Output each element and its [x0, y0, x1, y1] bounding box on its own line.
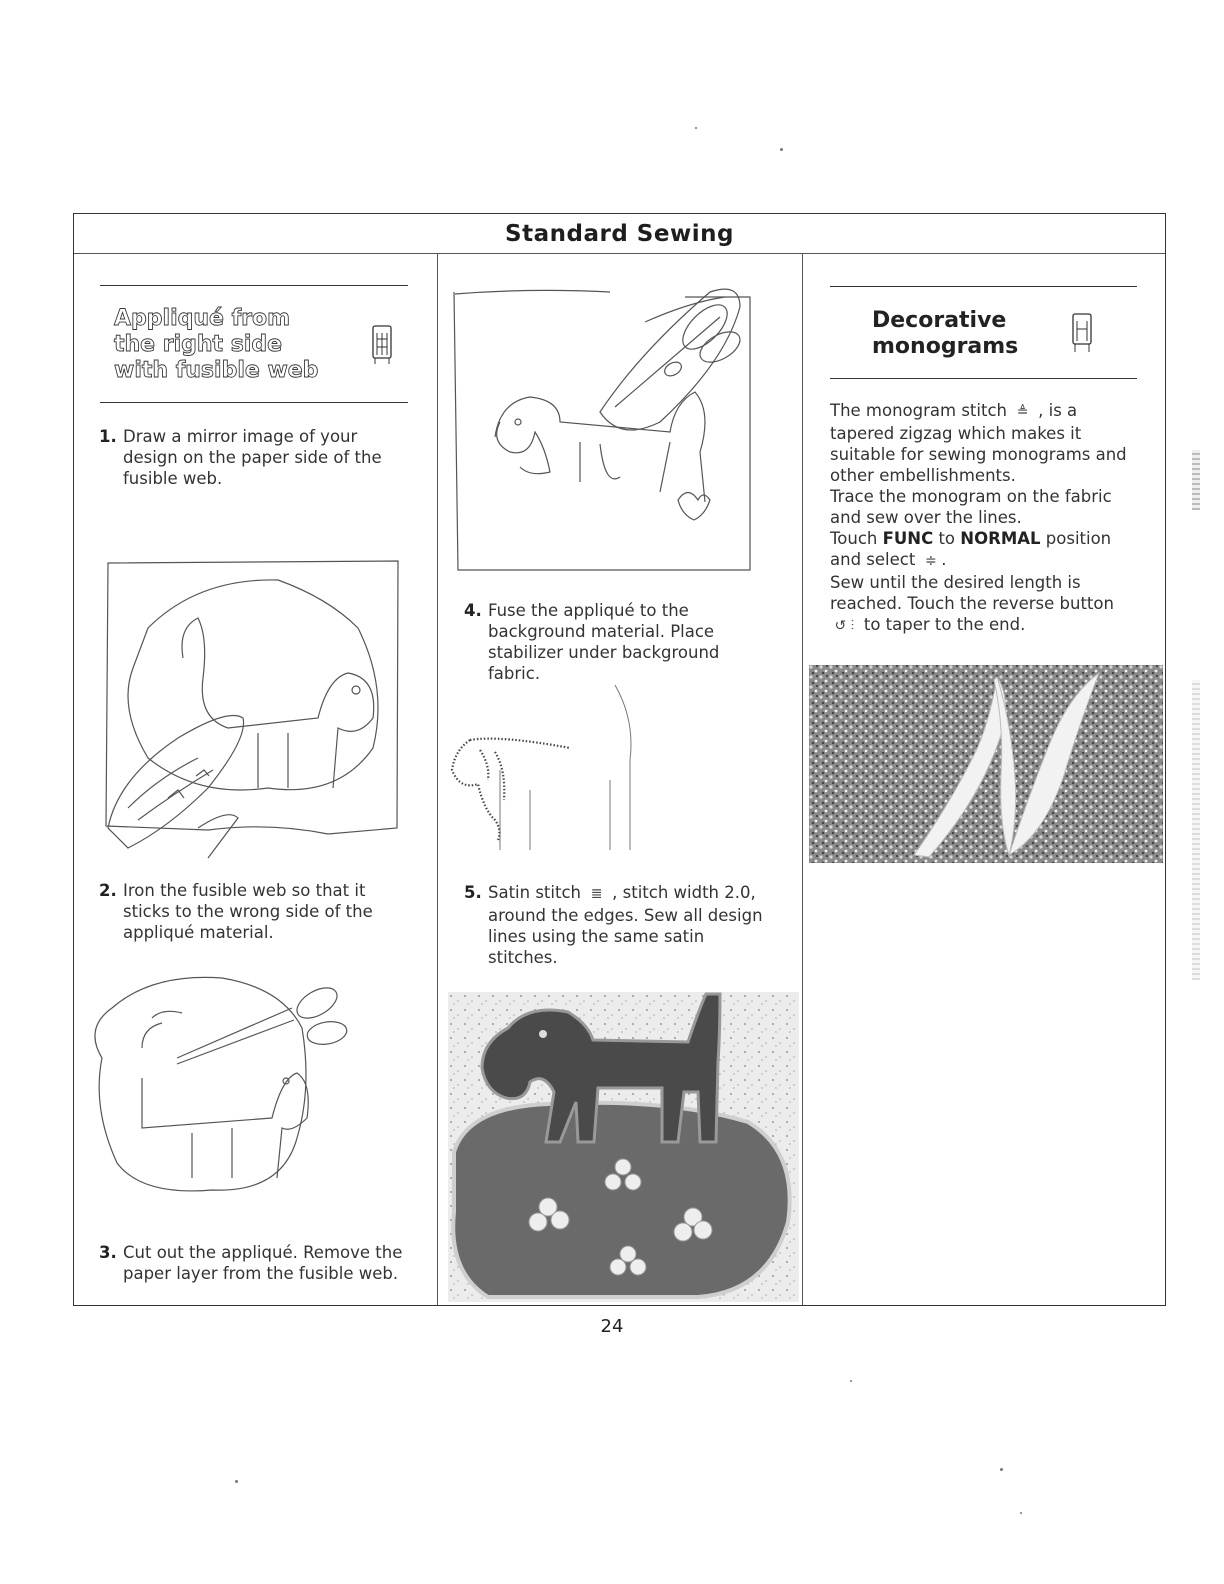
- page-title: Standard Sewing: [505, 220, 734, 247]
- monogram-description: [830, 400, 1137, 637]
- step-number: 3.: [99, 1243, 117, 1262]
- func-key-label: FUNC: [882, 529, 934, 548]
- para-text: to taper to the end.: [863, 615, 1026, 634]
- scan-speck: [235, 1480, 238, 1483]
- section-title-line: with fusible web: [114, 358, 319, 383]
- monogram-paragraph: Touch FUNC to NORMAL position and select ≑ .: [830, 528, 1137, 572]
- scan-edge-shadow: [1192, 450, 1200, 510]
- presser-foot-icon: [1071, 313, 1093, 353]
- step-number: 4.: [464, 601, 482, 620]
- scan-speck: [780, 148, 783, 151]
- scan-speck: [1000, 1468, 1003, 1471]
- scan-speck: [850, 1380, 852, 1382]
- para-text: The monogram stitch: [830, 401, 1007, 420]
- ironing-applique-illustration: [450, 272, 760, 577]
- satin-stitch-icon: ≣: [586, 886, 607, 902]
- step-number: 2.: [99, 881, 117, 900]
- finished-applique-photo: [448, 992, 799, 1302]
- section-title-line: Appliqué from: [114, 306, 291, 331]
- monogram-paragraph: Trace the monogram on the fabric and sew over the lines.: [830, 487, 1112, 527]
- monogram-stitch-icon: ≜: [1012, 404, 1033, 420]
- presser-foot-icon: [371, 325, 393, 365]
- column-divider: [437, 254, 438, 1305]
- scan-speck: [695, 127, 697, 129]
- step-text: , stitch width 2.0, around the edges. Sew all design lines using the same satin stitches.: [488, 883, 763, 967]
- section-title-line: monograms: [872, 334, 1019, 359]
- section-title-applique: [114, 306, 318, 384]
- step-number: 5.: [464, 883, 482, 902]
- scan-speck: [1020, 1512, 1022, 1514]
- fusible-web-drawing-illustration: [88, 558, 403, 863]
- para-text: to: [938, 529, 956, 548]
- section-title-line: the right side: [114, 332, 283, 357]
- section-rule: [100, 402, 408, 403]
- para-text: , is a tapered zigzag which makes it suitable for sewing monograms and other embellishments.: [830, 401, 1127, 485]
- step-3: [99, 1242, 408, 1284]
- monogram-paragraph: [830, 572, 1137, 637]
- section-rule: [100, 285, 408, 286]
- section-title-monograms: [872, 308, 1018, 360]
- reverse-button-icon: ↺ ⫶: [830, 618, 859, 634]
- satin-stitching-illustration: [440, 680, 640, 865]
- page-number: 24: [600, 1316, 624, 1337]
- normal-position-label: NORMAL: [960, 529, 1041, 548]
- monogram-n-photo: [809, 665, 1163, 863]
- step-text: Iron the fusible web so that it sticks to the wrong side of the appliqué material.: [123, 881, 373, 942]
- step-text: Satin stitch: [488, 883, 581, 902]
- step-number: 1.: [99, 427, 117, 446]
- para-text: Touch: [830, 529, 878, 548]
- step-2: [99, 880, 408, 943]
- monogram-paragraph: [830, 400, 1137, 486]
- step-5: [464, 882, 774, 968]
- monogram-stitch-icon: ≑: [920, 553, 942, 569]
- column-divider: [802, 254, 803, 1305]
- section-rule: [830, 286, 1137, 287]
- step-text: Cut out the appliqué. Remove the paper layer from the fusible web.: [123, 1243, 403, 1283]
- step-text: Fuse the appliqué to the background material. Place stabilizer under background fabric.: [488, 601, 720, 683]
- para-text: position: [1045, 529, 1112, 548]
- section-rule: [830, 378, 1137, 379]
- para-text: and select: [830, 550, 916, 569]
- step-text: Draw a mirror image of your design on the paper side of the fusible web.: [123, 427, 382, 488]
- page-header: [74, 214, 1165, 254]
- step-4: [464, 600, 774, 684]
- cutting-applique-illustration: [82, 968, 352, 1200]
- step-1: [99, 426, 408, 489]
- para-text: Sew until the desired length is reached. Touch the reverse button: [830, 573, 1114, 613]
- section-title-line: Decorative: [872, 308, 1007, 333]
- scan-edge-shadow: [1192, 680, 1200, 980]
